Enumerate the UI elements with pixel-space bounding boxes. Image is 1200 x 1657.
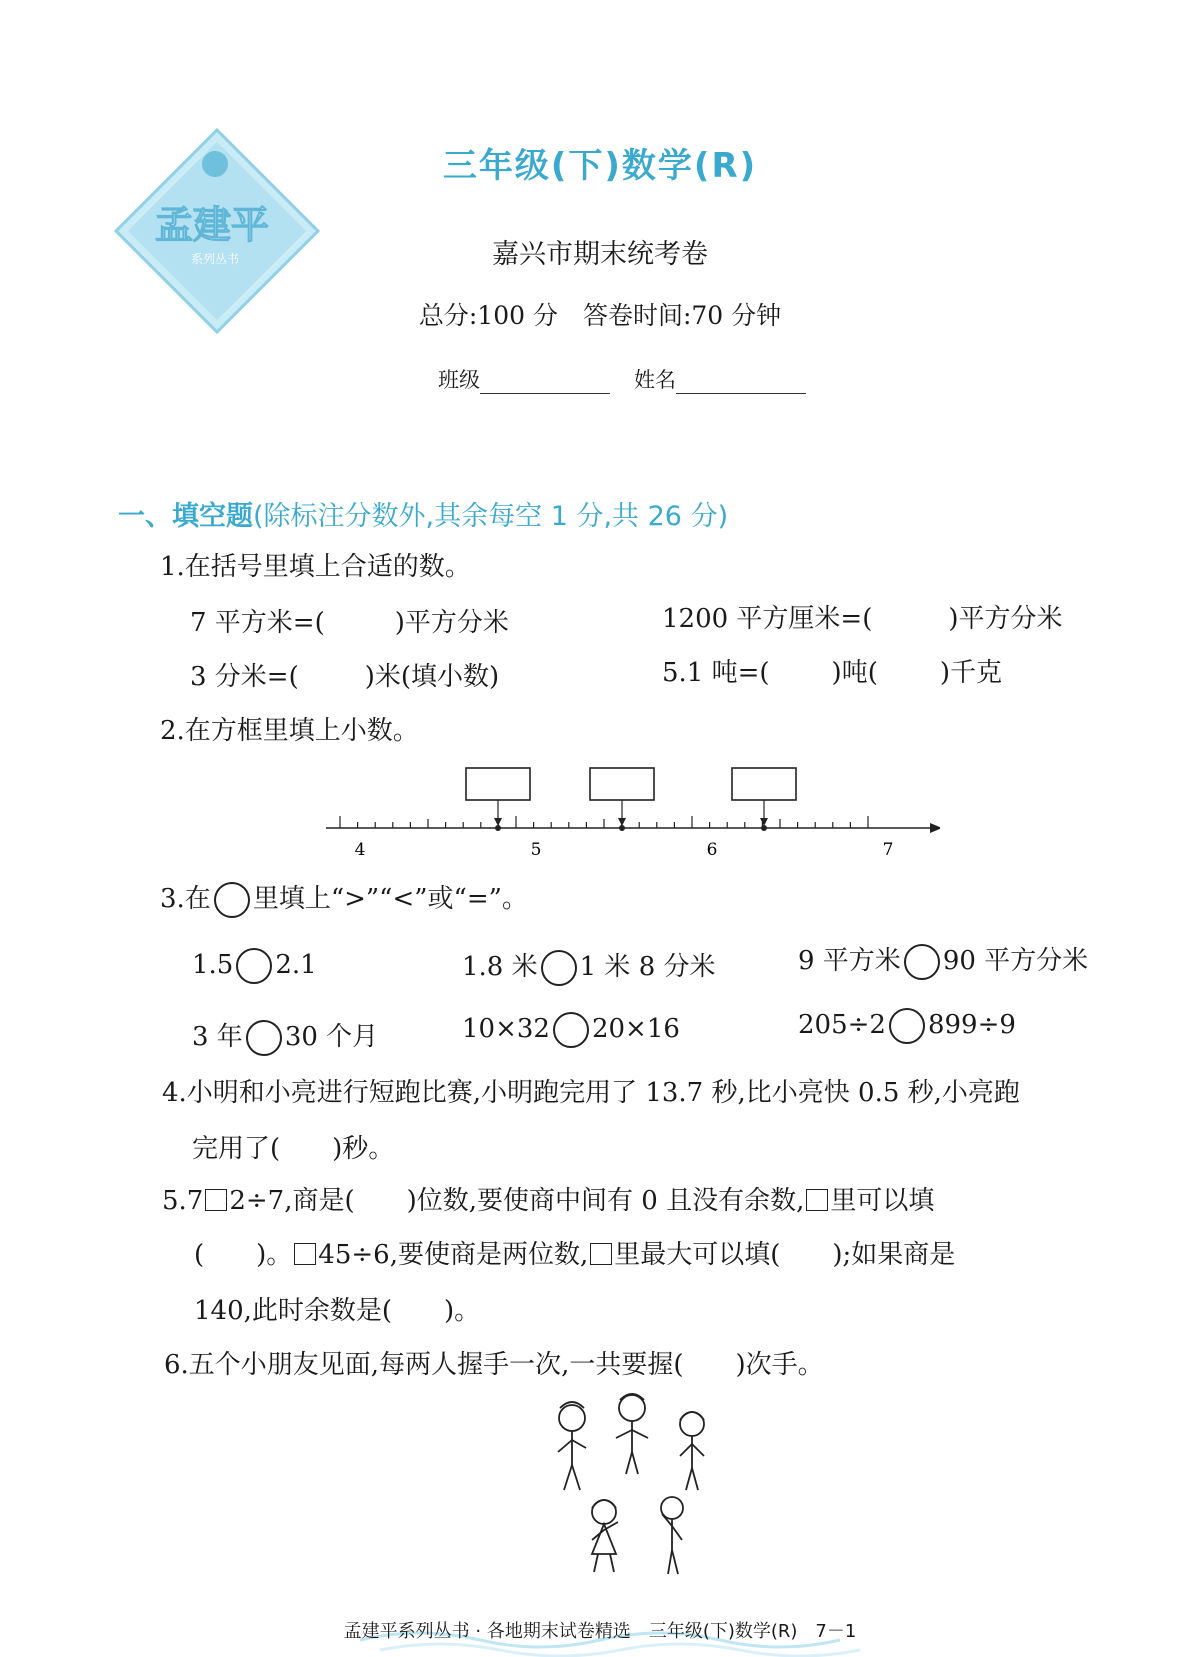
section-note: (除标注分数外,其余每空 1 分,共 26 分) (253, 501, 729, 532)
compare-circle-4[interactable] (246, 1020, 282, 1056)
digit-box (294, 1243, 316, 1265)
answer-box-3[interactable] (732, 768, 796, 800)
question-1-stem: 1.在括号里填上合适的数。 (160, 552, 471, 582)
child-figure (680, 1412, 704, 1490)
compare-6: 205÷2 899÷9 (798, 1008, 1016, 1044)
digit-box (205, 1189, 227, 1211)
page-title: 三年级(下)数学(R) (442, 146, 758, 186)
compare-2: 1.8 米 1 米 8 分米 (462, 946, 716, 986)
number-line (320, 760, 940, 860)
compare-5: 10×32 20×16 (462, 1012, 680, 1048)
page-footer: 孟建平系列丛书 · 各地期末试卷精选 三年级(下)数学(R) 7－1 (343, 1621, 857, 1642)
compare-circle-3[interactable] (904, 944, 940, 980)
name-blank[interactable] (676, 373, 806, 394)
compare-1: 1.5 2.1 (192, 948, 317, 984)
question-5-line-3: 140,此时余数是( )。 (194, 1296, 481, 1326)
section-heading (118, 494, 728, 533)
logo-series: 系列丛书 (190, 252, 240, 266)
question-5-line-2: ( )。 45÷6,要使商是两位数, 里最大可以填( );如果商是 (194, 1240, 956, 1270)
child-figure (661, 1497, 683, 1574)
question-5-line-1: 5.7 2÷7,商是( )位数,要使商中间有 0 且没有余数, 里可以填 (162, 1186, 935, 1216)
tick-label-6: 6 (706, 840, 718, 860)
tick-label-7: 7 (882, 840, 894, 860)
question-2-stem: 2.在方框里填上小数。 (160, 716, 419, 746)
question-3-stem: 3.在 里填上“>”“<”或“=”。 (160, 878, 528, 918)
q1-item-d: 5.1 吨=( )吨( )千克 (662, 658, 1002, 688)
digit-box (806, 1189, 828, 1211)
class-label: 班级 (438, 368, 480, 392)
child-figure (558, 1402, 586, 1490)
tick-label-4: 4 (354, 840, 366, 860)
compare-3: 9 平方米 90 平方分米 (798, 940, 1088, 980)
question-4-line-1: 4.小明和小亮进行短跑比赛,小明跑完用了 13.7 秒,比小亮快 0.5 秒,小亮跑 (162, 1078, 1020, 1108)
question-6-stem: 6.五个小朋友见面,每两人握手一次,一共要握( )次手。 (164, 1350, 824, 1380)
answer-box-1[interactable] (466, 768, 530, 800)
compare-circle-2[interactable] (541, 950, 577, 986)
section-number: 一、 (118, 501, 172, 532)
child-figure (616, 1394, 648, 1474)
question-4-line-2: 完用了( )秒。 (192, 1134, 395, 1164)
compare-circle-5[interactable] (553, 1012, 589, 1048)
q1-item-c: 3 分米=( )米(填小数) (190, 662, 500, 692)
student-fields (438, 364, 830, 394)
compare-circle-6[interactable] (889, 1008, 925, 1044)
compare-4: 3 年 30 个月 (192, 1016, 378, 1056)
digit-box (590, 1243, 612, 1265)
tick-label-5: 5 (530, 840, 542, 860)
child-figure (592, 1500, 618, 1572)
children-illustration (540, 1390, 720, 1580)
logo-brand: 孟建平 (154, 202, 270, 247)
name-label: 姓名 (634, 368, 676, 392)
exam-subtitle: 嘉兴市期末统考卷 (492, 239, 708, 270)
section-name: 填空题 (172, 501, 253, 532)
q1-item-a: 7 平方米=( )平方分米 (190, 608, 509, 638)
number-line-ticks (340, 816, 868, 828)
compare-circle-1[interactable] (236, 948, 272, 984)
answer-box-2[interactable] (590, 768, 654, 800)
q1-item-b: 1200 平方厘米=( )平方分米 (662, 604, 1063, 634)
circle-symbol (214, 882, 250, 918)
class-blank[interactable] (480, 373, 610, 394)
exam-meta: 总分:100 分 答卷时间:70 分钟 (418, 301, 782, 330)
